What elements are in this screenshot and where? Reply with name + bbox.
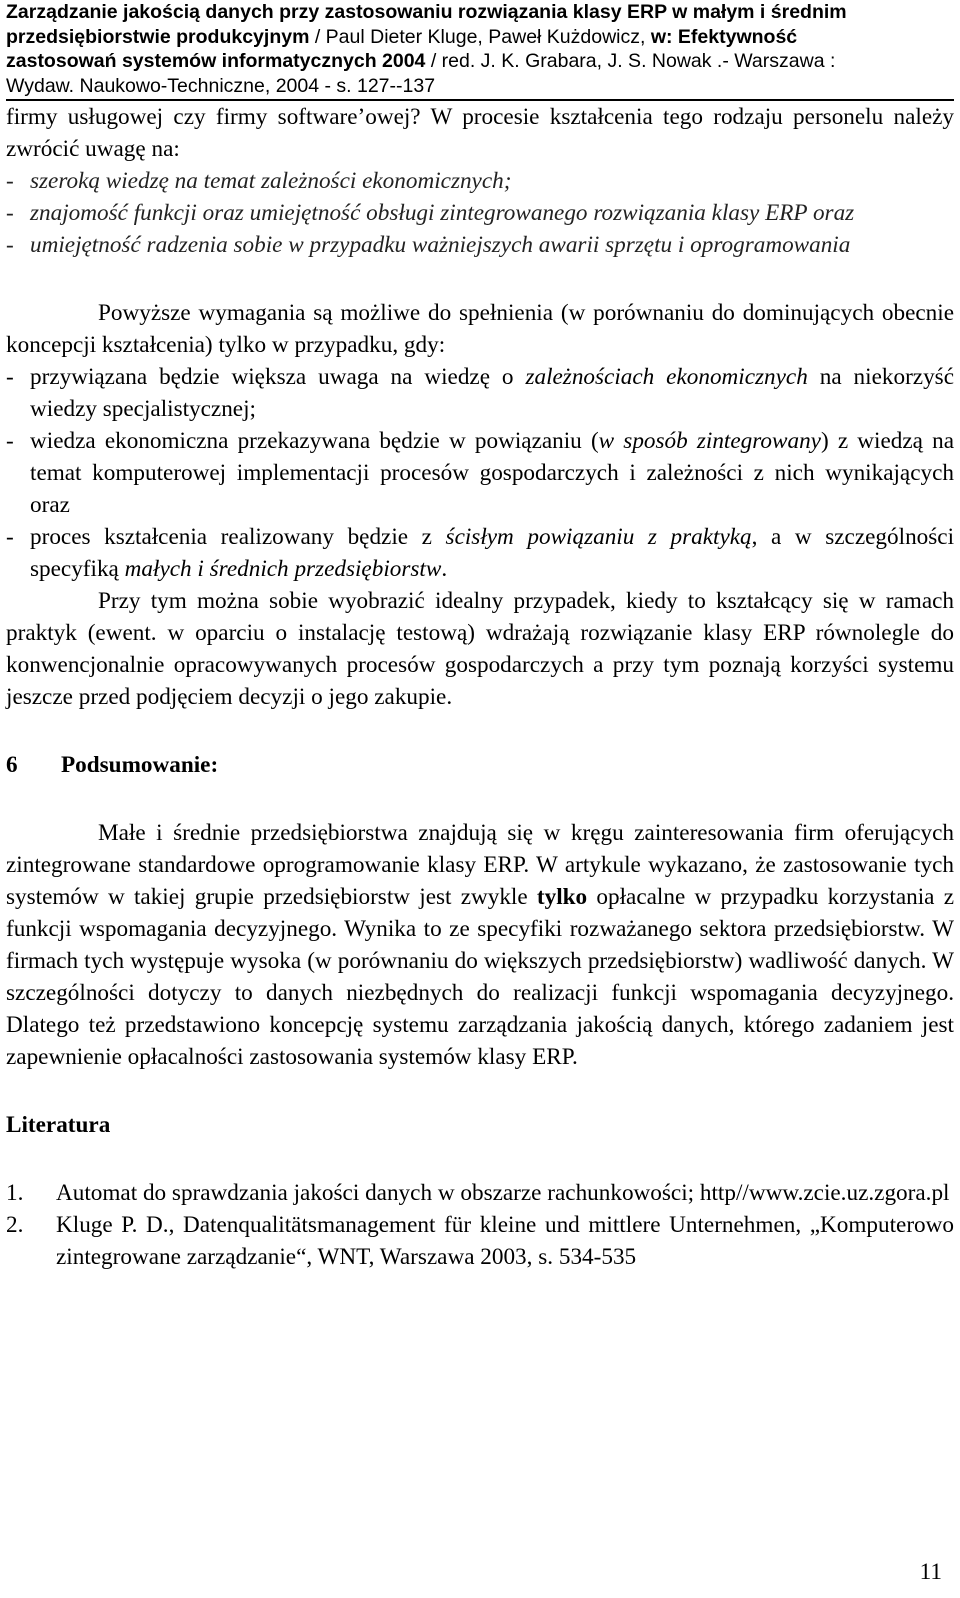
- section-heading: 6 Podsumowanie:: [6, 752, 219, 778]
- article-body: [6, 101, 954, 1273]
- reference-item: 2. Kluge P. D., Datenqualitätsmanagement für kleine und mittlere Unternehmen, „Komputerowo zintegrowane zarządzanie“, WNT, Warszawa 2003, s. 534-535: [6, 1212, 954, 1270]
- ideal-case-paragraph: Przy tym można sobie wyobrazić idealny przypadek, kiedy to kształcący się w ramach praktyk (ewent. w oparciu o instalację testową) wdrażają rozwiązanie klasy ERP równolegle do konwencjonalnie opracowywanych procesów gospodarczych a przy tym poznają korzyści systemu jeszcze przed podjęciem decyzji o jego zakupie.: [6, 588, 954, 710]
- reference-item: 1. Automat do sprawdzania jakości danych w obszarze rachunkowości; http//www.zcie.uz.zgora.pl: [6, 1180, 950, 1206]
- list-item: - umiejętność radzenia sobie w przypadku ważniejszych awarii sprzętu i oprogramowania: [6, 232, 851, 258]
- intro-paragraph: firmy usługowej czy firmy software’owej? W procesie kształcenia tego rodzaju personelu należy zwrócić uwagę na:: [6, 104, 954, 162]
- citation-line-1: Zarządzanie jakością danych przy zastosowaniu rozwiązania klasy ERP w małym i średnim: [6, 1, 847, 23]
- literature-heading: Literatura: [6, 1112, 111, 1138]
- list-item: - proces kształcenia realizowany będzie z ścisłym powiązaniu z praktyką, a w szczególności specyfiką małych i średnich przedsiębiorstw.: [6, 524, 955, 582]
- citation-header: [6, 0, 954, 98]
- list-item: - przywiązana będzie większa uwaga na wiedzę o zależnościach ekonomicznych na niekorzyść wiedzy specjalistycznej;: [6, 364, 954, 422]
- list-item: - znajomość funkcji oraz umiejętność obsługi zintegrowanego rozwiązania klasy ERP oraz: [6, 200, 855, 226]
- citation-line-4: Wydaw. Naukowo-Techniczne, 2004 - s. 127--137: [6, 74, 436, 97]
- summary-paragraph: Małe i średnie przedsiębiorstwa znajdują się w kręgu zainteresowania firm oferujących zintegrowane standardowe oprogramowanie klasy ERP. W artykule wykazano, że zastosowanie tych systemów w takiej grupie przedsiębiorstw jest zwykle tylko opłacalne w przypadku korzystania z funkcji wspomagania decyzyjnego. Wynika to ze specyfiki rozważanego sektora przedsiębiorstw. W firmach tych występuje wysoka (w porównaniu do większych przedsiębiorstw) wadliwość danych. W szczególności dotyczy to danych niezbędnych do realizacji funkcji wspomagania decyzyjnego. Dlatego też przedstawiono koncepcję systemu zarządzania jakością danych, którego zadaniem jest zapewnienie opłacalności zastosowania systemów klasy ERP.: [6, 820, 954, 1070]
- citation-line-3: zastosowań systemów informatycznych 2004 / red. J. K. Grabara, J. S. Nowak .- Warszawa :: [6, 50, 836, 72]
- page-number: 11: [919, 1559, 942, 1585]
- list-item: - wiedza ekonomiczna przekazywana będzie w powiązaniu (w sposób zintegrowany) z wiedzą na temat komputerowej implementacji procesów gospodarczych i zależności z nich wynikających oraz: [6, 428, 954, 518]
- requirements-paragraph: Powyższe wymagania są możliwe do spełnienia (w porównaniu do dominujących obecnie koncepcji kształcenia) tylko w przypadku, gdy:: [6, 300, 954, 358]
- citation-line-2: przedsiębiorstwie produkcyjnym / Paul Dieter Kluge, Paweł Kużdowicz, w: Efektywność: [6, 25, 798, 48]
- list-item: - szeroką wiedzę na temat zależności ekonomicznych;: [6, 168, 512, 194]
